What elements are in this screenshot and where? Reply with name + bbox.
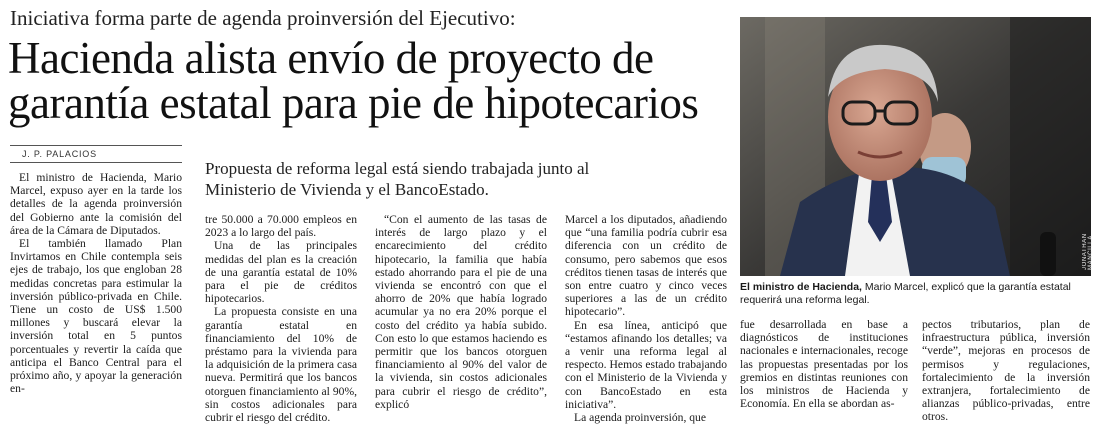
paragraph: Una de las principales medidas del plan es la creación de una garantía estatal de 10% para el pie de créditos hipotecarios. bbox=[205, 239, 357, 306]
byline-rule-bottom bbox=[10, 162, 182, 163]
body-column-4 bbox=[565, 213, 727, 424]
caption-lead: El ministro de Hacienda, bbox=[740, 281, 862, 293]
body-column-3 bbox=[375, 213, 547, 411]
deck-line: Propuesta de reforma legal está siendo trabajada junto al bbox=[205, 159, 590, 178]
byline-rule-top bbox=[10, 145, 182, 146]
body-column-5 bbox=[740, 318, 908, 410]
headline-line: garantía estatal para pie de hipotecarios bbox=[8, 78, 699, 128]
body-column-6 bbox=[922, 318, 1090, 424]
paragraph: El ministro de Hacienda, Mario Marcel, expuso ayer en la tarde los detalles de la agenda proinversión del Gobierno ante la comisión del área de la Cámara de Diputados. bbox=[10, 171, 182, 237]
paragraph: El también llamado Plan Invirtamos en Chile contempla seis ejes de trabajo, los que engloban 28 medidas concretas para estimular la inversión público-privada en Chile. Tiene un costo de US$ 1.500 millones y buscará elevar la inversión total en 5 puntos porcentuales y revertir la caída que anticipa el Banco Central para el próximo año, y apoyar la generación en- bbox=[10, 237, 182, 396]
minister-photo bbox=[740, 17, 1094, 276]
paragraph: En esa línea, anticipó que “estamos afinando los detalles; va a venir una reforma legal al respecto. Hemos estado trabajando con el Ministerio de la Vivienda y con BancoEstado en esta iniciativa”. bbox=[565, 318, 727, 411]
article-deck bbox=[205, 158, 725, 200]
paragraph: La agenda proinversión, que bbox=[574, 411, 706, 424]
photo-credit: JONATHAN MANCILLA bbox=[1082, 233, 1094, 270]
body-column-2 bbox=[205, 213, 357, 424]
photo-illustration bbox=[740, 17, 1094, 276]
article-byline: J. P. PALACIOS bbox=[22, 149, 97, 159]
article-kicker: Iniciativa forma parte de agenda proinversión del Ejecutivo: bbox=[10, 6, 516, 30]
paragraph: La propuesta consiste en una garantía estatal en financiamiento del 10% de préstamo para la vivienda para la adquisición de la primera casa nueva. Permitirá que los bancos otorguen financiamiento al 90%, sin costos adicionales para cubrir el riesgo del crédito. bbox=[205, 305, 357, 424]
paragraph: Marcel a los diputados, añadiendo que “una familia podría cubrir esa diferencia con un crédito de consumo, pero sabemos que esos créditos tienen tasas de interés que son entre cuatro y cinco veces superiores a las de un crédito hipotecario”. bbox=[565, 213, 727, 319]
deck-line: Ministerio de Vivienda y el BancoEstado. bbox=[205, 180, 489, 199]
article-headline bbox=[8, 33, 733, 128]
photo-caption bbox=[740, 281, 1090, 307]
headline-line: Hacienda alista envío de proyecto de bbox=[8, 33, 654, 83]
caption-text: Mario Marcel, explicó que la garantía estatal requerirá una reforma legal. bbox=[740, 281, 1071, 306]
paragraph: tre 50.000 a 70.000 empleos en 2023 a lo largo del país. bbox=[205, 213, 357, 240]
paragraph: “Con el aumento de las tasas de interés de largo plazo y el encarecimiento del crédito hipotecario, la familia que había estado ahorrando para el pie de una vivienda se encontró con que el ahorro de 20% que había logrado acumular ya no era 20% porque el costo del crédito ya había subido. Con esto lo que estamos haciendo es permitir que los bancos otorguen financiamiento al 90% del valor de la vivienda, sin costos adicionales para cubrir el riesgo de crédito”, explicó bbox=[375, 213, 547, 411]
paragraph: fue desarrollada en base a diagnósticos de instituciones nacionales e internacionales, recoge las propuestas presentadas por los gremios en distintas reuniones con los ministros de Hacienda y Economía. En ella se abordan as- bbox=[740, 318, 908, 411]
paragraph: pectos tributarios, plan de infraestructura pública, inversión “verde”, mejoras en procesos de permisos y regulaciones, fortalecimiento de la inversión extranjera, fortalecimiento de alianzas público-privadas, entre otros. bbox=[922, 318, 1090, 424]
body-column-1 bbox=[10, 171, 182, 395]
